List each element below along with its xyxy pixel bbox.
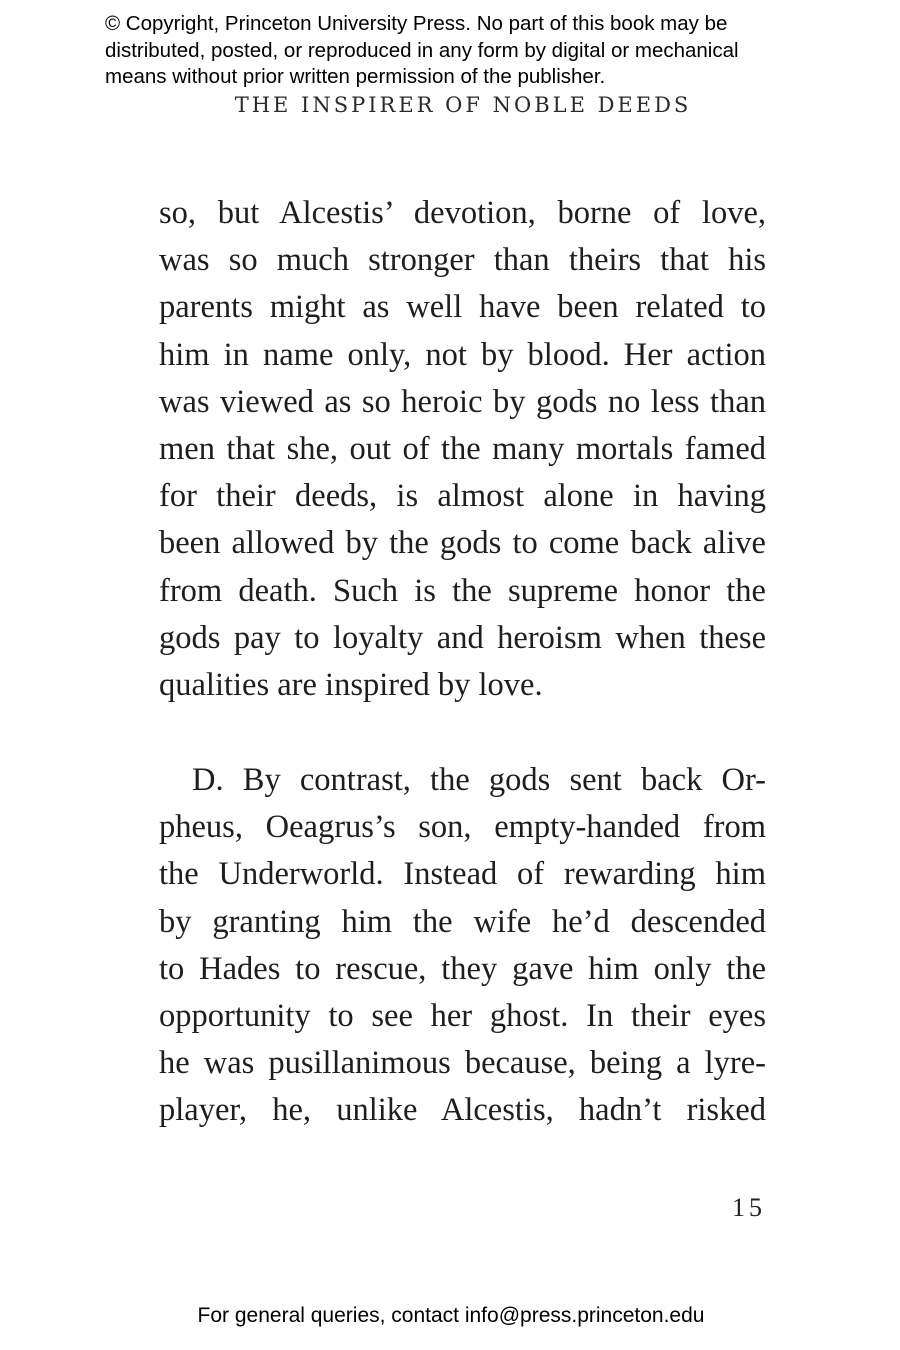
text-line: pheus, Oeagrus’s son, empty-handed from (159, 809, 766, 846)
text-line: so, but Alcestis’ devotion, borne of love, (159, 195, 766, 231)
paragraph-1 (159, 190, 766, 709)
text-line: opportunity to see her ghost. In their eyes (159, 997, 766, 1034)
text-line: him in name only, not by blood. Her action (159, 336, 766, 373)
text-line: gods pay to loyalty and heroism when these (159, 619, 766, 656)
text-line: for their deeds, is almost alone in having (159, 478, 766, 515)
text-line: player, he, unlike Alcestis, hadn’t risked (159, 1092, 766, 1129)
copyright-line: © Copyright, Princeton University Press. No part of this book may be (105, 12, 728, 35)
text-line: qualities are inspired by love. (159, 666, 543, 703)
footer-contact: For general queries, contact info@press.princeton.edu (197, 1304, 705, 1327)
text-line: parents might as well have been related to (159, 289, 766, 326)
text-line: to Hades to rescue, they gave him only the (159, 950, 766, 987)
text-line: he was pusillanimous because, being a lyre- (159, 1045, 766, 1082)
paragraph-2 (159, 757, 766, 1135)
page-number: 15 (732, 1193, 766, 1222)
text-line: by granting him the wife he’d descended (159, 903, 766, 940)
copyright-line: means without prior written permission of the publisher. (105, 65, 606, 88)
copyright-notice (105, 11, 825, 91)
text-line: D. By contrast, the gods sent back Or- (192, 762, 766, 798)
text-line: was viewed as so heroic by gods no less than (159, 383, 766, 420)
text-line: from death. Such is the supreme honor the (159, 572, 766, 609)
running-head: THE INSPIRER OF NOBLE DEEDS (234, 93, 692, 117)
text-line: men that she, out of the many mortals famed (159, 430, 766, 467)
text-line: been allowed by the gods to come back alive (159, 525, 766, 562)
copyright-line: distributed, posted, or reproduced in any form by digital or mechanical (105, 38, 739, 62)
text-line: was so much stronger than theirs that his (159, 242, 766, 279)
text-line: the Underworld. Instead of rewarding him (159, 856, 766, 893)
